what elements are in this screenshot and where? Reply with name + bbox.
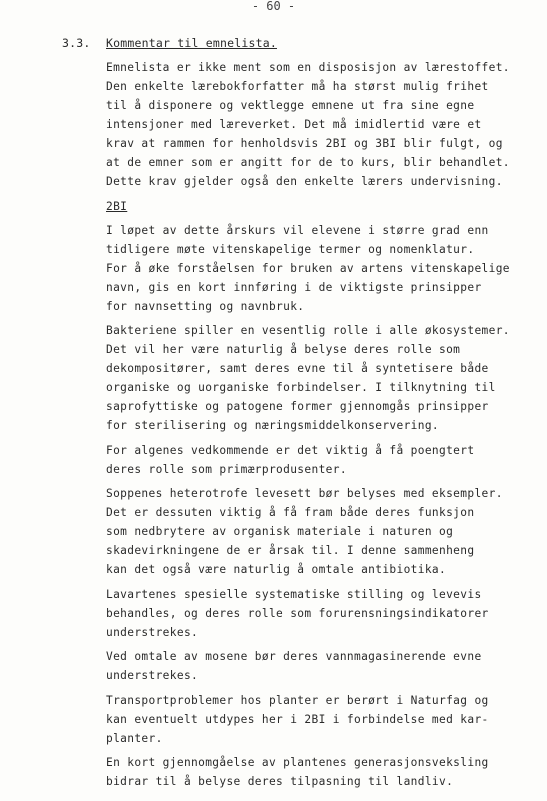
- text-line: Lavartenes spesielle systematiske stilling og levevis: [106, 587, 482, 601]
- text-line: Ved omtale av mosene bør deres vannmagasinerende evne: [106, 650, 482, 663]
- text-line: understrekes.: [106, 625, 199, 639]
- text-line: skadevirkningene de er årsak til. I denne sammenheng: [106, 544, 475, 557]
- paragraph-algae: [106, 441, 536, 479]
- text-line: intensjoner med læreverket. Det må imidlertid være et: [106, 118, 482, 131]
- section-title: Kommentar til emnelista.: [106, 36, 277, 50]
- text-line: som nedbrytere av organisk materiale i naturen og: [106, 525, 454, 538]
- page-number: - 60 -: [251, 0, 296, 13]
- text-line: for sterilisering og næringsmiddelkonservering.: [106, 419, 440, 432]
- text-line: navn, gis en kort innføring i de viktigste prinsipper: [106, 280, 482, 294]
- paragraph-fungi: [106, 484, 536, 579]
- text-line: I løpet av dette årskurs vil elevene i større grad enn: [106, 223, 489, 237]
- text-line: til å disponere og vektlegge emnene ut fra sine egne: [106, 99, 475, 112]
- paragraph-transport: [106, 691, 536, 748]
- text-line: Det vil her være naturlig å belyse deres rolle som: [106, 343, 461, 356]
- text-line: organiske og uorganiske forbindelser. I tilknytning til: [106, 381, 496, 394]
- text-line: krav at rammen for henholdsvis 2BI og 3BI blir fulgt, og: [106, 137, 503, 150]
- paragraph-bacteria: [106, 321, 536, 435]
- text-line: Transportproblemer hos planter er berørt i Naturfag og: [106, 693, 489, 707]
- text-line: planter.: [106, 731, 163, 745]
- text-line: for navnsetting og navnbruk.: [106, 299, 305, 313]
- text-line: kan eventuelt utdypes her i 2BI i forbindelse med kar-: [106, 712, 489, 726]
- intro-paragraph: [106, 58, 536, 191]
- text-line: behandles, og deres rolle som forurensningsindikatorer: [106, 606, 489, 620]
- text-line: deres rolle som primærprodusenter.: [106, 462, 347, 476]
- text-line: Soppenes heterotrofe levesett bør belyses med eksempler.: [106, 487, 503, 500]
- text-line: understrekes.: [106, 669, 199, 682]
- text-line: tidligere møte vitenskapelige termer og nomenklatur.: [106, 242, 475, 256]
- text-line: saprofyttiske og patogene former gjennomgås prinsipper: [106, 400, 489, 413]
- paragraph-mosses: [106, 647, 536, 685]
- text-line: Den enkelte lærebokforfatter må ha størst mulig frihet: [106, 80, 489, 93]
- paragraph-nomenclature: [106, 221, 536, 316]
- paragraph-lichens: [106, 585, 536, 642]
- text-line: En kort gjennomgåelse av plantenes generasjonsveksling: [106, 756, 489, 769]
- text-line: dekompositører, samt deres evne til å syntetisere både: [106, 362, 489, 375]
- text-line: Det er dessuten viktig å få fram både deres funksjon: [106, 506, 475, 519]
- paragraph-generations: [106, 753, 536, 791]
- section-number: 3.3.: [62, 36, 91, 50]
- text-line: Dette krav gjelder også den enkelte lærers undervisning.: [106, 175, 503, 188]
- text-line: kan det også være naturlig å omtale antibiotika.: [106, 563, 447, 576]
- text-line: at de emner som er angitt for de to kurs, blir behandlet.: [106, 156, 510, 169]
- text-line: For algenes vedkommende er det viktig å få poengtert: [106, 443, 475, 457]
- text-line: Bakteriene spiller en vesentlig rolle i alle økosystemer.: [106, 324, 510, 337]
- text-line: Emnelista er ikke ment som en disposisjon av lærestoffet.: [106, 61, 510, 74]
- text-line: For å øke forståelsen for bruken av artens vitenskapelige: [106, 261, 510, 275]
- subheading-2bi: 2BI: [106, 199, 128, 213]
- text-line: bidrar til å belyse deres tilpasning til landliv.: [106, 775, 454, 788]
- document-body: [106, 58, 536, 797]
